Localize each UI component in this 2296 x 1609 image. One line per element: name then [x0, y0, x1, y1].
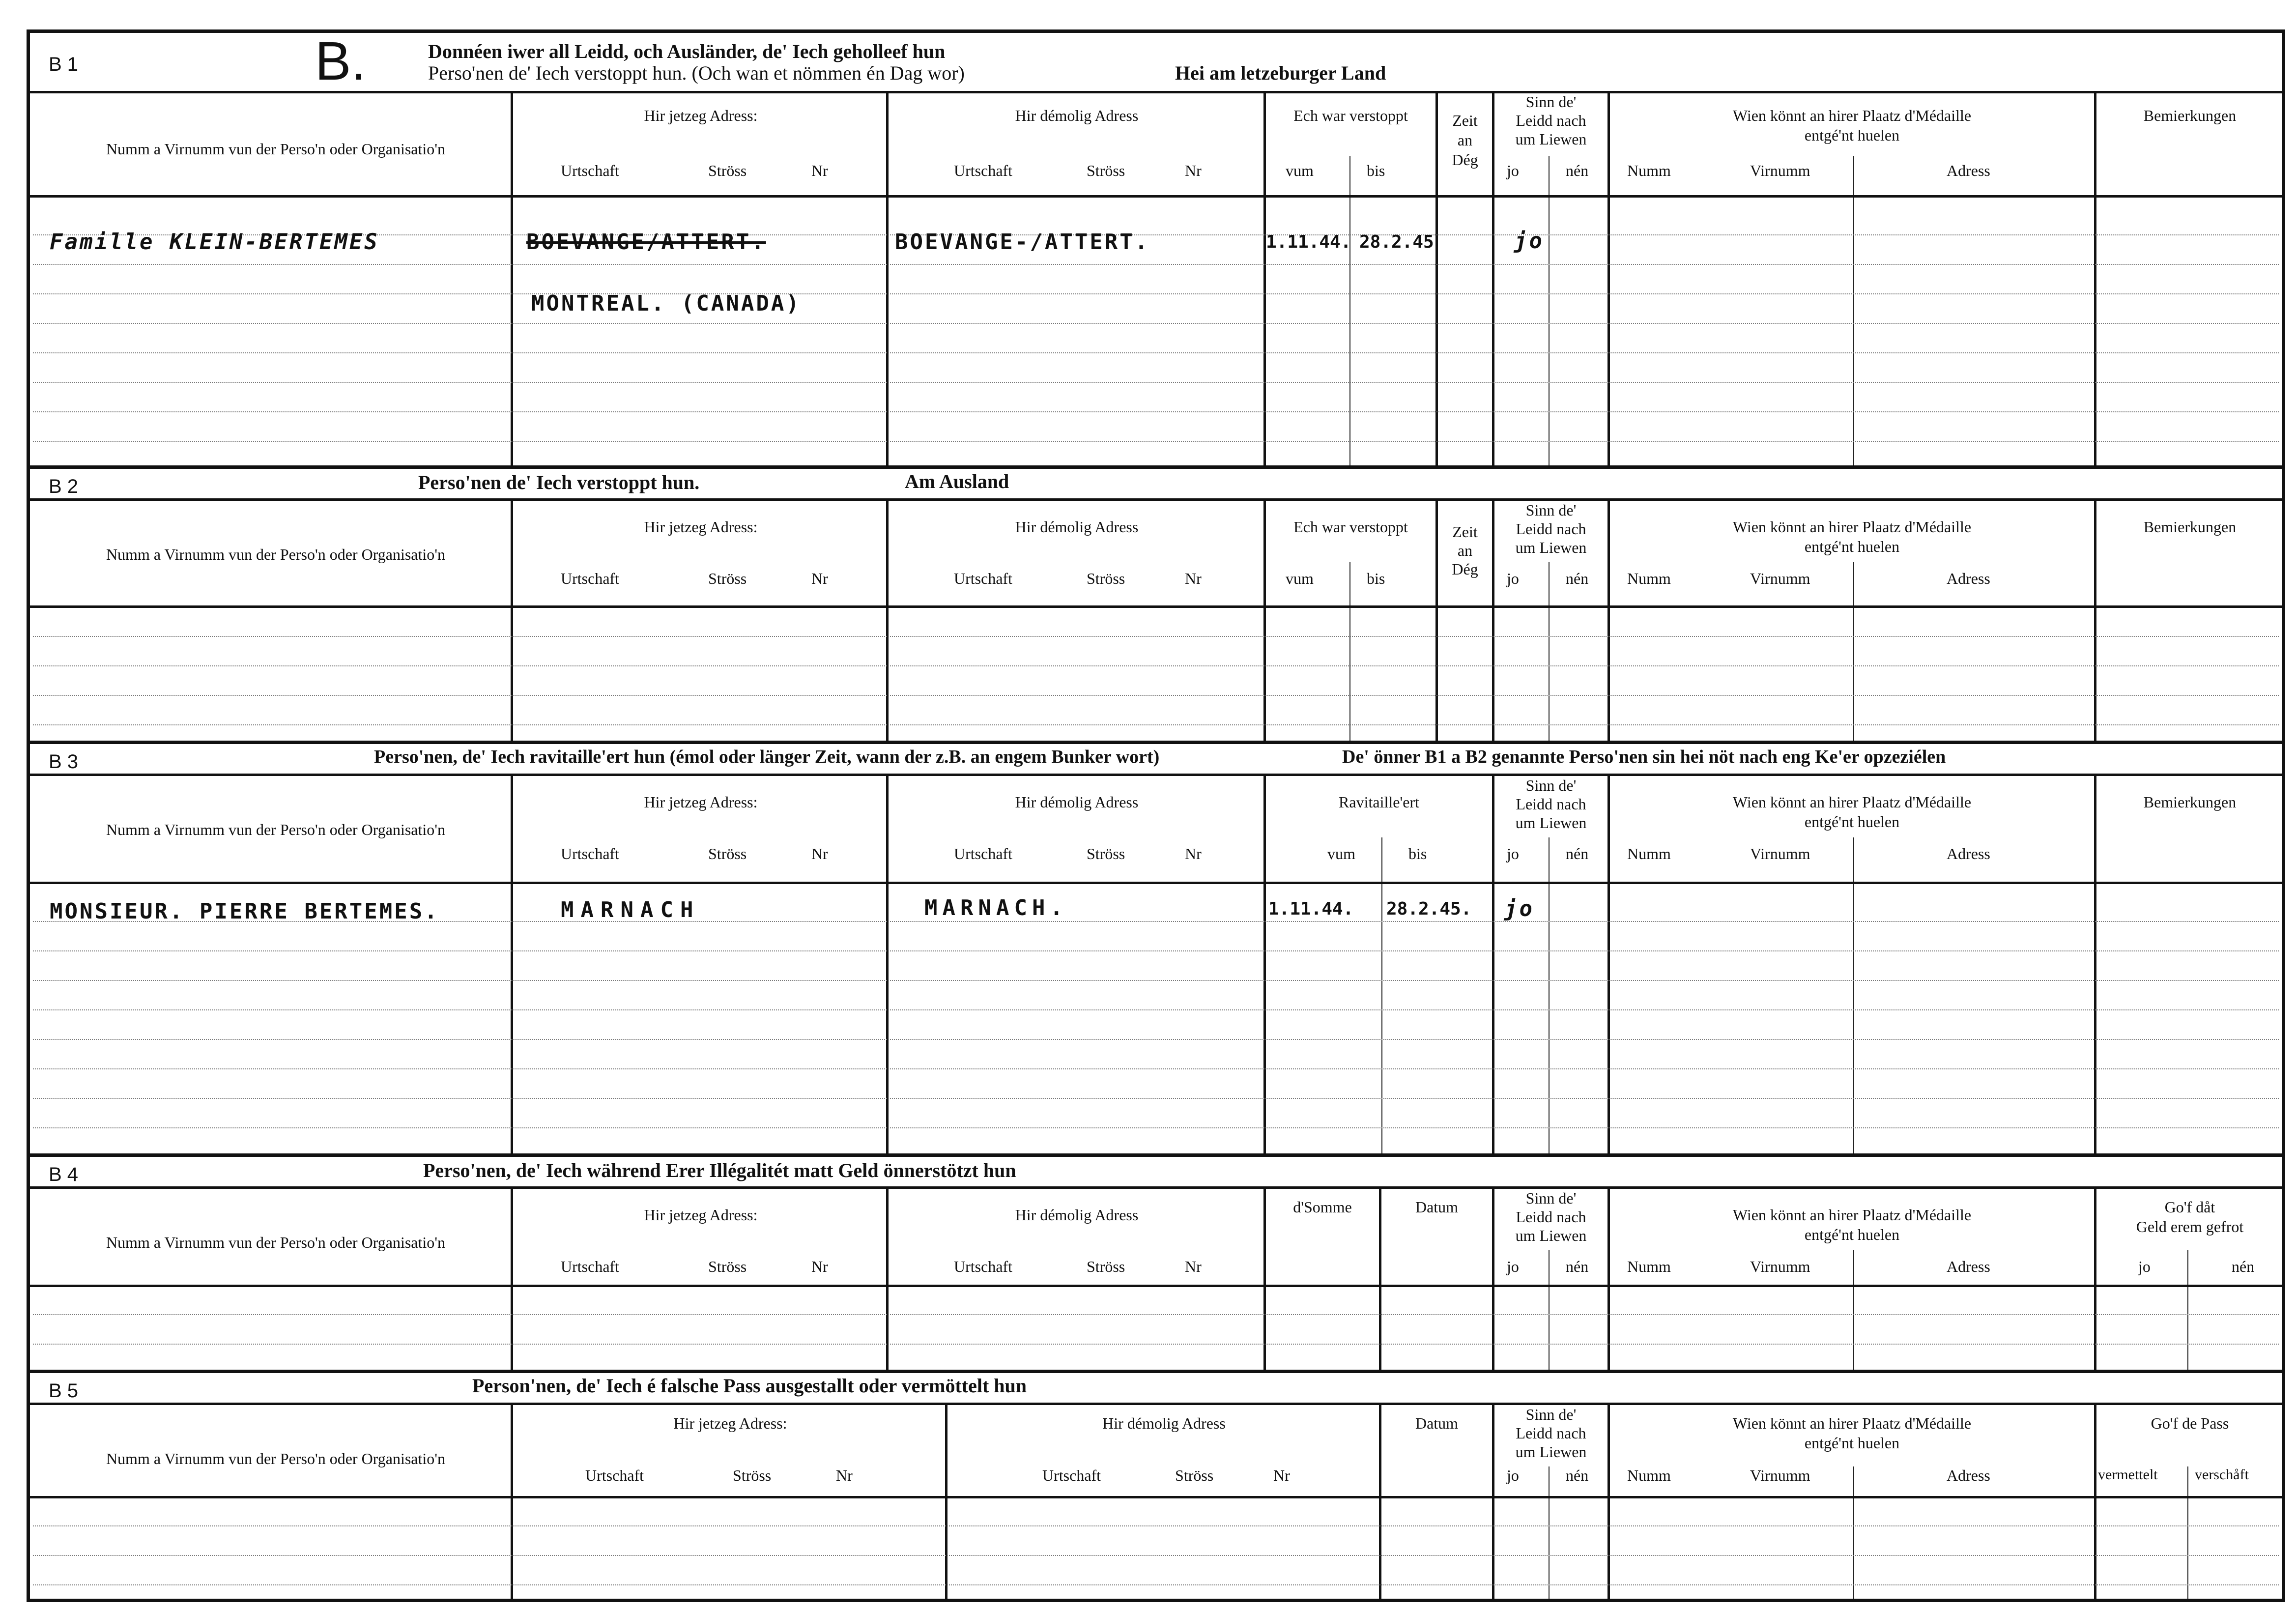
remarks-header: Bemierkungen — [2143, 518, 2237, 536]
nr-header: Nr — [811, 162, 828, 179]
medal-header: Wien könnt an hirer Plaatz d'Médaille — [1732, 793, 1972, 811]
entry-line — [33, 1009, 2279, 1010]
nen-header: nén — [1566, 570, 1589, 587]
sinn-header: um Liewen — [1515, 539, 1587, 556]
nen-header: nén — [1566, 1466, 1589, 1484]
header-bottom-rule — [30, 1285, 2282, 1287]
former-address-header: Hir démolig Adress — [1102, 1414, 1226, 1432]
b1-current-place-struck[interactable]: BOEVANGE/ATTERT. — [526, 230, 766, 255]
name-col-header: Numm a Virnumm vun der Perso'n oder Organisatio'n — [106, 546, 446, 563]
virnumm-header: Virnumm — [1750, 1466, 1810, 1484]
form-letter: B. — [315, 31, 366, 91]
datum-header: Datum — [1415, 1414, 1459, 1432]
entry-line — [33, 1098, 2279, 1099]
bis-header: bis — [1367, 570, 1385, 587]
section-header — [30, 744, 2282, 776]
former-address-header: Hir démolig Adress — [1015, 1206, 1139, 1224]
b3-bis-entry[interactable]: 28.2.45. — [1386, 899, 1472, 919]
section-title: Perso'nen, de' Iech während Erer Illégalitét matt Geld önnerstötzt hun — [423, 1159, 1016, 1181]
nr-header: Nr — [1185, 845, 1202, 862]
section-b3 — [30, 741, 2282, 1153]
sub-divider — [1549, 562, 1550, 741]
b1-former-place-entry[interactable]: BOEVANGE-/ATTERT. — [895, 230, 1150, 255]
col-divider — [511, 498, 513, 741]
sub-divider — [2187, 1466, 2188, 1599]
sinn-header: um Liewen — [1515, 130, 1587, 148]
col-divider — [2094, 91, 2096, 465]
entry-line — [33, 1525, 2279, 1526]
vum-header: vum — [1286, 162, 1314, 179]
section-title: Person'nen, de' Iech é falsche Pass ausgestallt oder vermöttelt hun — [472, 1375, 1027, 1397]
entry-line — [33, 352, 2279, 353]
vermettelt-header: vermettelt — [2098, 1466, 2158, 1483]
sub-divider — [1549, 1466, 1550, 1599]
jo-header: jo — [1507, 1258, 1519, 1275]
virnumm-header: Virnumm — [1750, 162, 1810, 179]
gof-geld-header: Geld erem gefrot — [2136, 1218, 2244, 1235]
urtschaft-header: Urtschaft — [561, 570, 620, 587]
entry-line — [33, 1555, 2279, 1556]
b3-alive-entry[interactable]: jo — [1504, 896, 1534, 921]
col-divider — [886, 1186, 889, 1370]
hidden-header: Ech war verstoppt — [1293, 107, 1408, 124]
stross-header: Ströss — [708, 162, 747, 179]
adress-header: Adress — [1947, 570, 1990, 587]
current-address-header: Hir jetzeg Adress: — [644, 793, 758, 811]
stross-header: Ströss — [708, 1258, 747, 1275]
entry-line — [33, 1584, 2279, 1585]
medal-header: Wien könnt an hirer Plaatz d'Médaille — [1732, 107, 1972, 124]
nen-header: nén — [2232, 1258, 2255, 1275]
an-header: an — [1457, 542, 1473, 559]
remarks-header: Bemierkungen — [2143, 793, 2237, 811]
numm-header: Numm — [1627, 162, 1671, 179]
entry-line — [33, 636, 2279, 637]
nr-header: Nr — [1185, 1258, 1202, 1275]
stross-header: Ströss — [708, 570, 747, 587]
col-divider — [886, 774, 889, 1153]
urtschaft-header: Urtschaft — [1042, 1466, 1101, 1484]
gof-geld-header: Go'f dåt — [2164, 1198, 2215, 1216]
medal-header: entgé'nt huelen — [1804, 1226, 1900, 1243]
entry-line — [33, 695, 2279, 696]
entry-line — [33, 293, 2279, 294]
medal-header: entgé'nt huelen — [1804, 813, 1900, 831]
nr-header: Nr — [811, 1258, 828, 1275]
entry-line — [33, 1314, 2279, 1315]
bis-header: bis — [1367, 162, 1385, 179]
nr-header: Nr — [836, 1466, 853, 1484]
col-divider — [2094, 774, 2096, 1153]
section-subtitle: Am Ausland — [905, 470, 1009, 492]
header-bottom-rule — [30, 882, 2282, 884]
sinn-header: Leidd nach — [1516, 795, 1586, 813]
sub-divider — [1853, 562, 1854, 741]
section-b4 — [30, 1153, 2282, 1370]
urtschaft-header: Urtschaft — [954, 1258, 1013, 1275]
numm-header: Numm — [1627, 570, 1671, 587]
vum-header: vum — [1286, 570, 1314, 587]
urtschaft-header: Urtschaft — [561, 162, 620, 179]
sub-divider — [1853, 837, 1854, 1153]
nen-header: nén — [1566, 845, 1589, 862]
adress-header: Adress — [1947, 845, 1990, 862]
b3-current-place-entry[interactable]: MARNACH — [561, 897, 700, 922]
b1-bis-entry[interactable]: 28.2.45 — [1359, 232, 1434, 252]
stross-header: Ströss — [1087, 845, 1125, 862]
urtschaft-header: Urtschaft — [954, 845, 1013, 862]
stross-header: Ströss — [733, 1466, 772, 1484]
b1-current-place-entry[interactable]: MONTREAL. (CANADA) — [531, 291, 801, 316]
col-divider — [886, 498, 889, 741]
sub-divider — [1549, 1250, 1550, 1370]
urtschaft-header: Urtschaft — [561, 1258, 620, 1275]
numm-header: Numm — [1627, 1466, 1671, 1484]
sinn-header: Leidd nach — [1516, 112, 1586, 129]
sinn-header: Sinn de' — [1525, 93, 1577, 111]
stross-header: Ströss — [1087, 162, 1125, 179]
section-label: B 3 — [49, 751, 79, 773]
name-col-header: Numm a Virnumm vun der Perso'n oder Organisatio'n — [106, 1234, 446, 1251]
deg-header: Dég — [1452, 560, 1478, 578]
datum-header: Datum — [1415, 1198, 1459, 1216]
b1-vum-entry[interactable]: 1.11.44. — [1266, 232, 1351, 252]
section-label: B 4 — [49, 1164, 79, 1185]
header-land: Hei am letzeburger Land — [1175, 62, 1386, 84]
urtschaft-header: Urtschaft — [585, 1466, 644, 1484]
jo-header: jo — [1507, 570, 1519, 587]
col-divider — [511, 1186, 513, 1370]
medal-header: Wien könnt an hirer Plaatz d'Médaille — [1732, 1206, 1972, 1224]
urtschaft-header: Urtschaft — [954, 570, 1013, 587]
zeit-header: Zeit — [1452, 112, 1478, 129]
name-col-header: Numm a Virnumm vun der Perso'n oder Organisatio'n — [106, 821, 446, 838]
name-col-header: Numm a Virnumm vun der Perso'n oder Organisatio'n — [106, 140, 446, 158]
jo-header: jo — [1507, 845, 1519, 862]
col-divider — [886, 91, 889, 465]
section-subtitle: De' önner B1 a B2 genannte Perso'nen sin hei nöt nach eng Ke'er opzeziélen — [1342, 747, 1946, 767]
entry-line — [33, 264, 2279, 265]
sub-divider — [1549, 156, 1550, 465]
virnumm-header: Virnumm — [1750, 570, 1810, 587]
sinn-header: Sinn de' — [1525, 1406, 1577, 1423]
section-b5 — [30, 1370, 2282, 1599]
nen-header: nén — [1566, 162, 1589, 179]
sub-divider — [2187, 1250, 2188, 1370]
section-label: B 5 — [49, 1380, 79, 1402]
sinn-header: Leidd nach — [1516, 1424, 1586, 1442]
col-divider — [1263, 91, 1266, 465]
former-address-header: Hir démolig Adress — [1015, 107, 1139, 124]
header-line-2: Perso'nen de' Iech verstoppt hun. (Och wan et nömmen én Dag wor) — [428, 62, 965, 84]
sinn-header: Leidd nach — [1516, 1208, 1586, 1226]
current-address-header: Hir jetzeg Adress: — [644, 518, 758, 536]
section-label: B 1 — [49, 54, 79, 75]
sub-divider — [1853, 156, 1854, 465]
virnumm-header: Virnumm — [1750, 1258, 1810, 1275]
jo-header: jo — [1507, 162, 1519, 179]
medal-header: entgé'nt huelen — [1804, 538, 1900, 555]
an-header: an — [1457, 131, 1473, 149]
sub-divider — [1853, 1250, 1854, 1370]
former-address-header: Hir démolig Adress — [1015, 793, 1139, 811]
jo-header: jo — [2138, 1258, 2151, 1275]
section-b1 — [30, 33, 2282, 465]
header-bottom-rule — [30, 195, 2282, 198]
virnumm-header: Virnumm — [1750, 845, 1810, 862]
entry-line — [33, 411, 2279, 412]
sinn-header: um Liewen — [1515, 1443, 1587, 1461]
current-address-header: Hir jetzeg Adress: — [673, 1414, 787, 1432]
remarks-header: Bemierkungen — [2143, 107, 2237, 124]
nr-header: Nr — [811, 845, 828, 862]
sub-divider — [1549, 837, 1550, 1153]
verschaft-header: verschåft — [2195, 1466, 2249, 1483]
stross-header: Ströss — [1175, 1466, 1214, 1484]
entry-line — [33, 1344, 2279, 1345]
jo-header: jo — [1507, 1466, 1519, 1484]
entry-line — [33, 382, 2279, 383]
col-divider — [945, 1403, 947, 1599]
medal-header: Wien könnt an hirer Plaatz d'Médaille — [1732, 518, 1972, 536]
medal-header: Wien könnt an hirer Plaatz d'Médaille — [1732, 1414, 1972, 1432]
medal-header: entgé'nt huelen — [1804, 1434, 1900, 1452]
header-bottom-rule — [30, 1496, 2282, 1498]
section-label: B 2 — [49, 476, 79, 497]
nr-header: Nr — [1273, 1466, 1290, 1484]
section-header — [30, 1373, 2282, 1405]
stross-header: Ströss — [1087, 1258, 1125, 1275]
sub-divider — [1853, 1466, 1854, 1599]
numm-header: Numm — [1627, 1258, 1671, 1275]
current-address-header: Hir jetzeg Adress: — [644, 107, 758, 124]
sinn-header: Leidd nach — [1516, 520, 1586, 538]
entry-line — [33, 950, 2279, 951]
b1-name-entry[interactable]: Famille KLEIN-BERTEMES — [50, 230, 379, 255]
gof-pass-header: Go'f de Pass — [2151, 1414, 2229, 1432]
entry-line — [33, 665, 2279, 666]
sub-divider — [1349, 156, 1350, 465]
section-header — [30, 469, 2282, 501]
section-title: Perso'nen de' Iech verstoppt hun. — [418, 471, 700, 493]
entry-line — [33, 724, 2279, 725]
entry-line — [33, 1039, 2279, 1040]
stross-header: Ströss — [1087, 570, 1125, 587]
entry-line — [33, 980, 2279, 981]
sinn-header: um Liewen — [1515, 814, 1587, 832]
col-divider — [1607, 91, 1610, 465]
b1-alive-entry[interactable]: jo — [1514, 229, 1544, 254]
deg-header: Dég — [1452, 151, 1478, 169]
nen-header: nén — [1566, 1258, 1589, 1275]
header-bottom-rule — [30, 605, 2282, 608]
adress-header: Adress — [1947, 1466, 1990, 1484]
former-address-header: Hir démolig Adress — [1015, 518, 1139, 536]
nr-header: Nr — [811, 570, 828, 587]
urtschaft-header: Urtschaft — [954, 162, 1013, 179]
sub-divider — [1381, 837, 1382, 1153]
vum-header: vum — [1327, 845, 1355, 862]
entry-line — [33, 323, 2279, 324]
current-address-header: Hir jetzeg Adress: — [644, 1206, 758, 1224]
section-header — [30, 1157, 2282, 1189]
section-b2 — [30, 465, 2282, 741]
col-divider — [511, 1403, 513, 1599]
sinn-header: Sinn de' — [1525, 1189, 1577, 1207]
ravitaille-header: Ravitaille'ert — [1339, 793, 1419, 811]
zeit-header: Zeit — [1452, 523, 1478, 541]
section-header — [30, 33, 2282, 93]
sinn-header: Sinn de' — [1525, 776, 1577, 794]
urtschaft-header: Urtschaft — [561, 845, 620, 862]
nr-header: Nr — [1185, 570, 1202, 587]
stross-header: Ströss — [708, 845, 747, 862]
bis-header: bis — [1408, 845, 1427, 862]
numm-header: Numm — [1627, 845, 1671, 862]
b3-vum-entry[interactable]: 1.11.44. — [1268, 899, 1354, 919]
col-divider — [1263, 774, 1266, 1153]
b3-former-place-entry[interactable]: MARNACH. — [924, 895, 1068, 920]
sub-divider — [1349, 562, 1350, 741]
entry-line — [33, 1068, 2279, 1069]
sinn-header: um Liewen — [1515, 1227, 1587, 1244]
medal-header: entgé'nt huelen — [1804, 126, 1900, 144]
name-col-header: Numm a Virnumm vun der Perso'n oder Organisatio'n — [106, 1450, 446, 1467]
nr-header: Nr — [1185, 162, 1202, 179]
entry-line — [33, 1127, 2279, 1128]
header-line-1: Donnéen iwer all Leidd, och Ausländer, de' Iech geholleef hun — [428, 40, 946, 62]
adress-header: Adress — [1947, 162, 1990, 179]
sinn-header: Sinn de' — [1525, 501, 1577, 519]
entry-line — [33, 441, 2279, 442]
form-page — [27, 29, 2285, 1602]
somme-header: d'Somme — [1293, 1198, 1352, 1216]
section-title: Perso'nen, de' Iech ravitaille'ert hun (émol oder länger Zeit, wann der z.B. an engem Bunker wort) — [374, 747, 1160, 767]
hidden-header: Ech war verstoppt — [1293, 518, 1408, 536]
adress-header: Adress — [1947, 1258, 1990, 1275]
b3-name-entry[interactable]: MONSIEUR. PIERRE BERTEMES. — [50, 899, 439, 924]
